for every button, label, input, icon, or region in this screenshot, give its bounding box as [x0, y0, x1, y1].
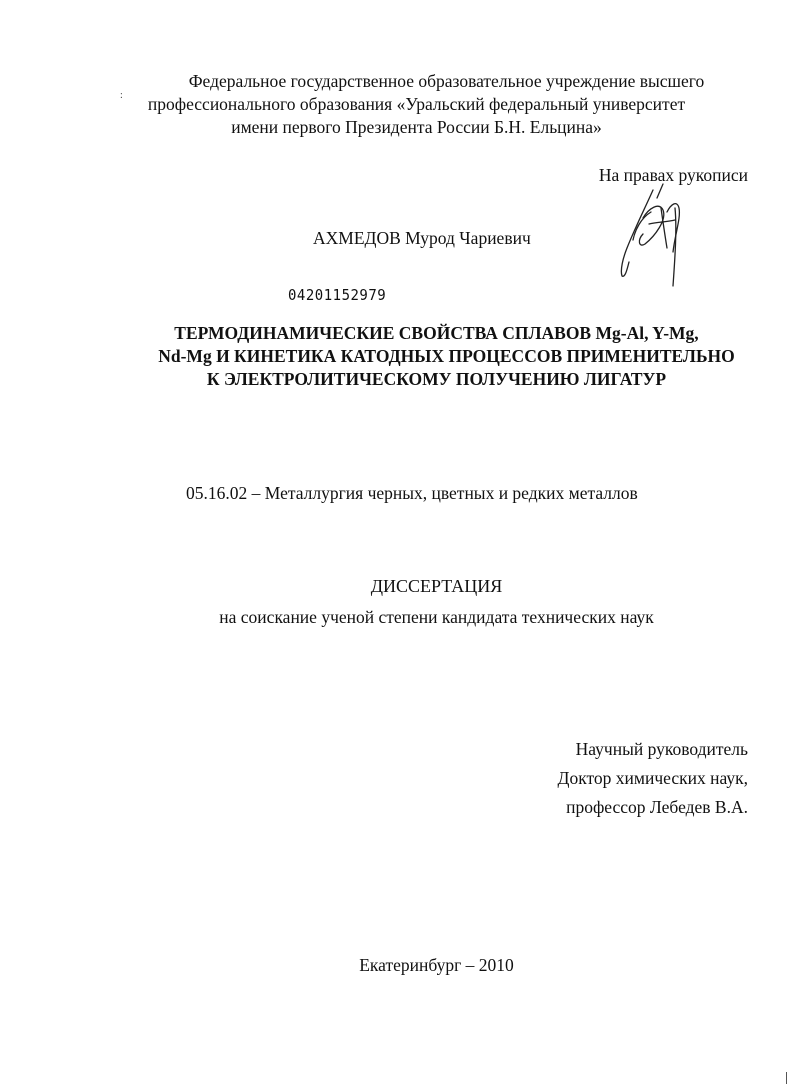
supervisor-line: Доктор химических наук, — [557, 768, 748, 788]
city-year: Екатеринбург – 2010 — [359, 955, 514, 975]
scan-speck: : — [120, 90, 123, 101]
title-line: Nd-Mg И КИНЕТИКА КАТОДНЫХ ПРОЦЕССОВ ПРИМЕНИТЕЛЬНО — [158, 346, 735, 366]
institution-line: профессионального образования «Уральский федеральный университет — [147, 94, 686, 114]
document-type: ДИССЕРТАЦИЯ — [370, 576, 503, 596]
supervisor-line: Научный руководитель — [575, 739, 748, 759]
author-name: АХМЕДОВ Мурод Чариевич — [313, 228, 531, 248]
institution-line: имени первого Президента России Б.Н. Ельцина» — [231, 117, 602, 137]
scan-mark — [786, 1072, 787, 1084]
signature-image — [605, 178, 695, 293]
title-line: ТЕРМОДИНАМИЧЕСКИЕ СВОЙСТВА СПЛАВОВ Mg-Al, Y-Mg, — [174, 323, 699, 343]
institution-header — [0, 70, 793, 139]
dissertation-title — [0, 322, 793, 391]
title-line: К ЭЛЕКТРОЛИТИЧЕСКОМУ ПОЛУЧЕНИЮ ЛИГАТУР — [206, 369, 667, 389]
catalog-code: 04201152979 — [288, 287, 387, 305]
supervisor-block — [558, 735, 748, 822]
degree-statement: на соискание ученой степени кандидата технических наук — [219, 607, 654, 627]
supervisor-line: профессор Лебедев В.А. — [566, 797, 748, 817]
specialty-code: 05.16.02 – Металлургия черных, цветных и редких металлов — [186, 483, 638, 503]
institution-line: Федеральное государственное образовательное учреждение высшего — [188, 71, 705, 91]
manuscript-note: На правах рукописи — [598, 165, 748, 185]
